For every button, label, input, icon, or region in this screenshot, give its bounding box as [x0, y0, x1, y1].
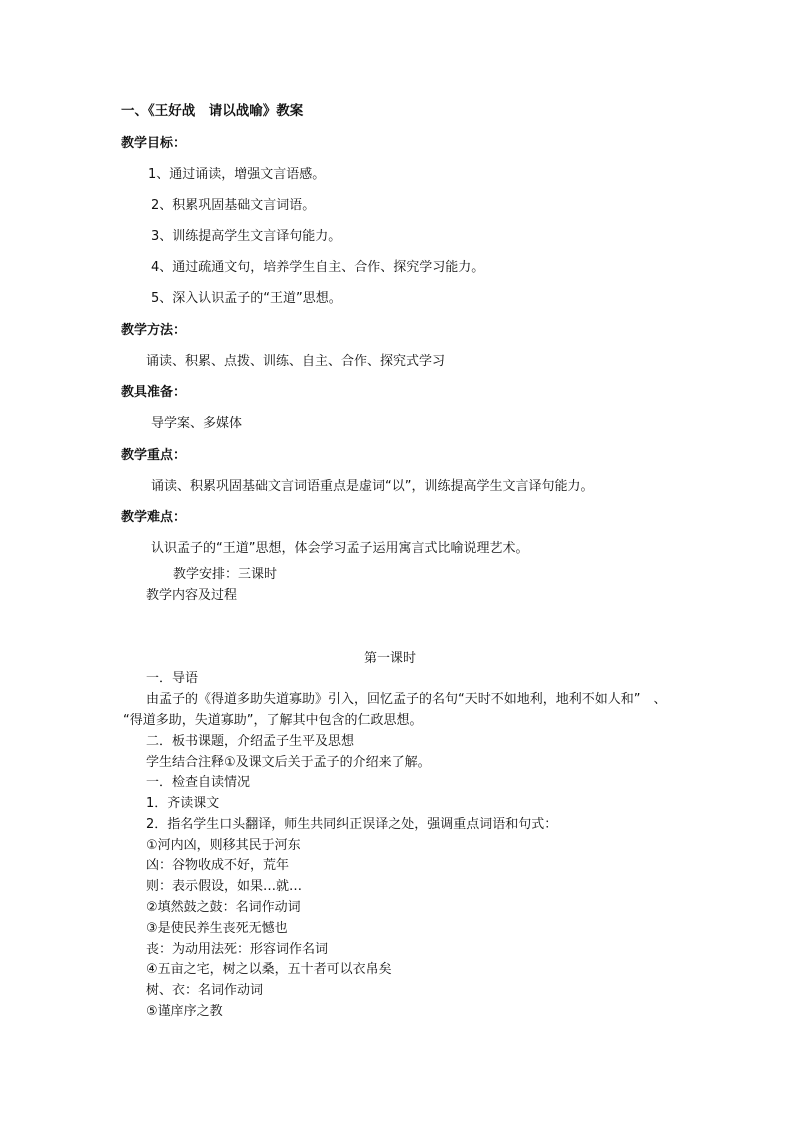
lesson-line: ③是使民养生丧死无憾也: [146, 921, 288, 936]
lesson-line: 1．齐读课文: [146, 796, 220, 811]
objective-item: 2、积累巩固基础文言词语。: [151, 198, 316, 213]
objective-item: 1、通过诵读，增强文言语感。: [148, 167, 326, 182]
document-title: 一、《王好战 请以战喻》教案: [121, 103, 304, 119]
lesson-line: 一．导语: [146, 671, 199, 686]
methods-text: 诵读、积累、点拨、训练、自主、合作、探究式学习: [146, 354, 446, 369]
tools-heading: 教具准备：: [121, 385, 187, 400]
key-text: 诵读、积累巩固基础文言词语重点是虚词“以”，训练提高学生文言译句能力。: [151, 479, 594, 494]
lesson-line: 一．检查自读情况: [146, 775, 251, 790]
lesson-line: ①河内凶，则移其民于河东: [146, 838, 301, 853]
lesson-heading: 第一课时: [364, 651, 417, 666]
schedule-text: 教学安排：三课时: [173, 567, 278, 582]
lesson-line: 二．板书课题，介绍孟子生平及思想: [146, 734, 355, 749]
lesson-line: 则：表示假设，如果…就…: [146, 879, 303, 894]
lesson-line: 丧：为动用法死：形容词作名词: [146, 942, 329, 957]
lesson-line: 学生结合注释①及课文后关于孟子的介绍来了解。: [146, 755, 431, 770]
methods-heading: 教学方法：: [121, 323, 187, 338]
lesson-line: ⑤谨庠序之教: [146, 1004, 223, 1019]
key-heading: 教学重点：: [121, 448, 187, 463]
lesson-line: 由孟子的《得道多助失道寡助》引入，回忆孟子的名句“天时不如地利，地利不如人和” 、: [146, 692, 667, 707]
difficult-heading: 教学难点：: [121, 510, 187, 525]
objective-item: 4、通过疏通文句，培养学生自主、合作、探究学习能力。: [151, 260, 485, 275]
lesson-line: ②填然鼓之鼓：名词作动词: [146, 900, 301, 915]
content-label: 教学内容及过程: [146, 588, 238, 603]
objective-item: 5、深入认识孟子的“王道”思想。: [151, 291, 342, 306]
lesson-line: 凶：谷物收成不好，荒年: [146, 858, 290, 873]
lesson-line: ④五亩之宅，树之以桑，五十者可以衣帛矣: [146, 962, 392, 977]
objective-item: 3、训练提高学生文言译句能力。: [151, 229, 342, 244]
tools-text: 导学案、多媒体: [151, 416, 243, 431]
lesson-line: “得道多助，失道寡助”，了解其中包含的仁政思想。: [123, 713, 423, 728]
lesson-line: 树、衣：名词作动词: [146, 983, 264, 998]
objectives-heading: 教学目标：: [121, 136, 187, 151]
lesson-line: 2．指名学生口头翻译，师生共同纠正误译之处，强调重点词语和句式：: [146, 817, 558, 832]
difficult-text: 认识孟子的“王道”思想，体会学习孟子运用寓言式比喻说理艺术。: [151, 541, 529, 556]
